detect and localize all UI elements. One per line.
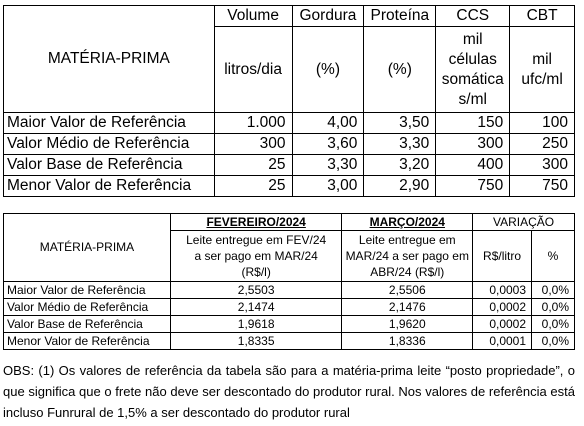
- table-row: [4, 316, 575, 333]
- col-ccs-header: CCS: [436, 6, 510, 27]
- month2-sub-line: ABR/24 (R$/l): [370, 265, 445, 279]
- col-volume-unit: litros/dia: [214, 27, 292, 113]
- variation-pct-header: %: [532, 231, 575, 282]
- cell-ccs: 750: [436, 176, 510, 197]
- row-label: Maior Valor de Referência: [4, 113, 215, 134]
- month1-sub-line: a ser pago em MAR/24: [194, 249, 318, 263]
- row-label: Maior Valor de Referência: [4, 282, 171, 299]
- row-label: Valor Base de Referência: [4, 155, 215, 176]
- row-label: Valor Médio de Referência: [4, 134, 215, 155]
- ccs-unit-line: somática: [441, 70, 504, 88]
- col-gordura-unit: (%): [292, 27, 364, 113]
- cell-variation: 0,0002: [473, 299, 532, 316]
- col-cbt-unit: [510, 27, 575, 113]
- cell-month1: 2,1474: [170, 299, 342, 316]
- cell-month2: 1,9620: [342, 316, 473, 333]
- cell-proteina: 3,30: [364, 134, 436, 155]
- cell-variation: 0,0002: [473, 316, 532, 333]
- table1-row-header: MATÉRIA-PRIMA: [4, 6, 215, 113]
- month2-subheader: [342, 231, 473, 282]
- table2-row-header: MATÉRIA-PRIMA: [4, 214, 171, 282]
- ccs-unit-line: s/ml: [458, 90, 487, 108]
- cell-volume: 300: [214, 134, 292, 155]
- month2-sub-line: MAR/24 a ser pago em: [345, 249, 469, 263]
- price-comparison-table: [3, 213, 575, 350]
- cell-gordura: 4,00: [292, 113, 364, 134]
- cell-month1: 2,5503: [170, 282, 342, 299]
- col-volume-header: Volume: [214, 6, 292, 27]
- table-row: [4, 333, 575, 350]
- cell-cbt: 300: [510, 155, 575, 176]
- cell-month2: 2,5506: [342, 282, 473, 299]
- row-label: Valor Médio de Referência: [4, 299, 171, 316]
- variation-unit-header: R$/litro: [473, 231, 532, 282]
- col-cbt-header: CBT: [510, 6, 575, 27]
- col-gordura-header: Gordura: [292, 6, 364, 27]
- cbt-unit-line: mil: [532, 50, 552, 68]
- cell-cbt: 750: [510, 176, 575, 197]
- row-label: Menor Valor de Referência: [4, 176, 215, 197]
- month1-sub-line: Leite entregue em FEV/24: [186, 233, 327, 247]
- row-label: Valor Base de Referência: [4, 316, 171, 333]
- table-row: [4, 134, 575, 155]
- month1-subheader: [170, 231, 342, 282]
- cell-ccs: 150: [436, 113, 510, 134]
- cbt-unit-line: ufc/ml: [521, 70, 563, 88]
- cell-month2: 1,8336: [342, 333, 473, 350]
- observation-note: OBS: (1) Os valores de referência da tabela são para a matéria-prima leite “posto propriedade”, o que significa que o frete não deve ser descontado do produtor rural. Nos valores de referência está incluso Funrural de 1,5% a ser descontado do produtor rural: [3, 363, 575, 420]
- month1-header: FEVEREIRO/2024: [170, 214, 342, 231]
- cell-gordura: 3,60: [292, 134, 364, 155]
- table-row: [4, 282, 575, 299]
- table-row: [4, 176, 575, 197]
- table-row: [4, 299, 575, 316]
- cell-proteina: 2,90: [364, 176, 436, 197]
- cell-cbt: 250: [510, 134, 575, 155]
- cell-volume: 25: [214, 176, 292, 197]
- cell-variation-pct: 0,0%: [532, 316, 575, 333]
- variation-header: VARIAÇÃO: [473, 214, 575, 231]
- ccs-unit-line: células: [448, 50, 497, 68]
- cell-variation-pct: 0,0%: [532, 299, 575, 316]
- col-ccs-unit: [436, 27, 510, 113]
- cell-month1: 1,9618: [170, 316, 342, 333]
- cell-month1: 1,8335: [170, 333, 342, 350]
- cell-variation: 0,0003: [473, 282, 532, 299]
- cell-volume: 1.000: [214, 113, 292, 134]
- cell-cbt: 100: [510, 113, 575, 134]
- month2-header: MARÇO/2024: [342, 214, 473, 231]
- ccs-unit-line: mil: [462, 30, 483, 48]
- cell-variation-pct: 0,0%: [532, 282, 575, 299]
- col-proteina-unit: (%): [364, 27, 436, 113]
- cell-variation-pct: 0,0%: [532, 333, 575, 350]
- cell-month2: 2,1476: [342, 299, 473, 316]
- cell-proteina: 3,50: [364, 113, 436, 134]
- cell-gordura: 3,00: [292, 176, 364, 197]
- cell-ccs: 300: [436, 134, 510, 155]
- cell-volume: 25: [214, 155, 292, 176]
- month2-sub-line: Leite entregue em: [358, 233, 456, 247]
- month1-sub-line: (R$/l): [241, 265, 271, 279]
- cell-ccs: 400: [436, 155, 510, 176]
- cell-proteina: 3,20: [364, 155, 436, 176]
- cell-variation: 0,0001: [473, 333, 532, 350]
- cell-gordura: 3,30: [292, 155, 364, 176]
- table-row: [4, 113, 575, 134]
- col-proteina-header: Proteína: [364, 6, 436, 27]
- table-row: [4, 155, 575, 176]
- reference-values-table: [3, 5, 575, 197]
- row-label: Menor Valor de Referência: [4, 333, 171, 350]
